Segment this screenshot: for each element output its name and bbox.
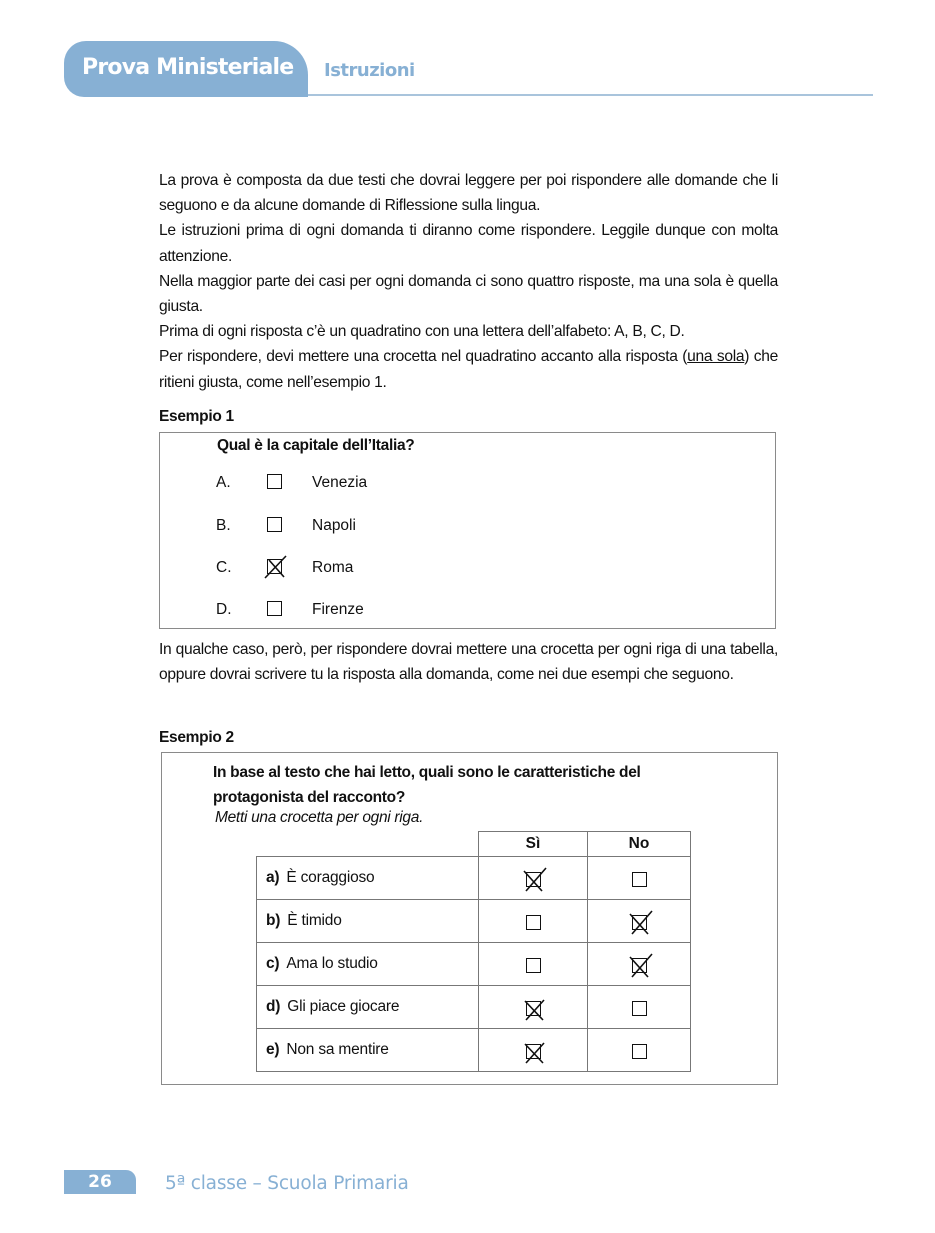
column-header-si: Sì	[479, 832, 588, 857]
section-title: Istruzioni	[324, 60, 415, 81]
intro-paragraph-1: La prova è composta da due testi che dovrai leggere per poi rispondere alle domande che li seguono e da alcune domande di Riflessione sulla lingua.	[159, 172, 778, 215]
intro-p5-after: ) che ritieni giusta, come nell’esempio 1.	[159, 348, 778, 391]
intro-text	[159, 168, 778, 395]
example-1-label: Esempio 1	[159, 408, 234, 425]
intro-p5-underlined: una sola	[687, 348, 745, 366]
checkbox-crossed-icon[interactable]	[526, 1001, 541, 1016]
page-number: 26	[64, 1170, 136, 1194]
option-text: Napoli	[312, 517, 356, 534]
option-text: Roma	[312, 559, 354, 576]
row-letter: a)	[266, 869, 280, 886]
checkbox-empty-icon[interactable]	[526, 958, 541, 973]
intro-p5-before: Per rispondere, devi mettere una crocetta nel quadratino accanto alla risposta (	[159, 348, 688, 366]
middle-text	[159, 637, 778, 687]
example-2-instruction: Metti una crocetta per ogni riga.	[215, 809, 424, 826]
option-a	[160, 474, 775, 498]
middle-paragraph: In qualche caso, però, per rispondere dovrai mettere una crocetta per ogni riga di una tabella, oppure dovrai scrivere tu la risposta alla domanda, come nei due esempi che seguono.	[159, 641, 778, 684]
checkbox-crossed-icon[interactable]	[526, 1044, 541, 1059]
row-letter: e)	[266, 1041, 280, 1058]
example-2-label: Esempio 2	[159, 729, 234, 746]
intro-paragraph-2: Le istruzioni prima di ogni domanda ti diranno come rispondere. Leggile dunque con molta attenzione.	[159, 222, 778, 265]
row-letter: d)	[266, 998, 281, 1015]
grid-header-row	[257, 832, 691, 857]
checkbox-empty-icon[interactable]	[526, 915, 541, 930]
row-text: Gli piace giocare	[287, 998, 400, 1015]
table-row	[257, 943, 691, 986]
checkbox-crossed-icon[interactable]	[632, 958, 647, 973]
option-letter: C.	[216, 559, 232, 576]
row-letter: c)	[266, 955, 280, 972]
checkbox-empty-icon[interactable]	[267, 601, 282, 616]
row-text: È coraggioso	[286, 869, 375, 886]
intro-paragraph-4: Prima di ogni risposta c’è un quadratino con una lettera dell’alfabeto: A, B, C, D.	[159, 323, 685, 341]
option-text: Firenze	[312, 601, 364, 618]
option-c	[160, 559, 775, 583]
table-row	[257, 986, 691, 1029]
table-row	[257, 857, 691, 900]
checkbox-crossed-icon[interactable]	[526, 872, 541, 887]
option-text: Venezia	[312, 474, 368, 491]
answer-grid	[256, 831, 691, 1072]
option-d	[160, 601, 775, 625]
table-row	[257, 1029, 691, 1072]
example-1-box	[159, 432, 776, 629]
row-text: Non sa mentire	[286, 1041, 389, 1058]
example-2-question: In base al testo che hai letto, quali sono le caratteristiche del protagonista del racconto?	[213, 764, 641, 806]
option-letter: D.	[216, 601, 232, 618]
checkbox-empty-icon[interactable]	[632, 872, 647, 887]
option-letter: A.	[216, 474, 231, 491]
column-header-no: No	[588, 832, 691, 857]
row-text: È timido	[287, 912, 342, 929]
example-2-box	[161, 752, 778, 1085]
intro-paragraph-3: Nella maggior parte dei casi per ogni domanda ci sono quattro risposte, ma una sola è quella giusta.	[159, 272, 778, 316]
option-letter: B.	[216, 517, 231, 534]
option-b	[160, 517, 775, 541]
example-1-question: Qual è la capitale dell’Italia?	[217, 437, 415, 454]
header-badge	[64, 41, 308, 97]
intro-paragraph-5	[159, 344, 778, 394]
table-row	[257, 900, 691, 943]
checkbox-crossed-icon[interactable]	[267, 559, 282, 574]
checkbox-crossed-icon[interactable]	[632, 915, 647, 930]
footer-subtitle: 5ª classe – Scuola Primaria	[165, 1173, 409, 1194]
row-letter: b)	[266, 912, 281, 929]
row-text: Ama lo studio	[286, 955, 378, 972]
checkbox-empty-icon[interactable]	[632, 1001, 647, 1016]
header-badge-title: Prova Ministeriale	[82, 55, 294, 80]
checkbox-empty-icon[interactable]	[632, 1044, 647, 1059]
checkbox-empty-icon[interactable]	[267, 474, 282, 489]
checkbox-empty-icon[interactable]	[267, 517, 282, 532]
header-divider	[308, 94, 873, 96]
